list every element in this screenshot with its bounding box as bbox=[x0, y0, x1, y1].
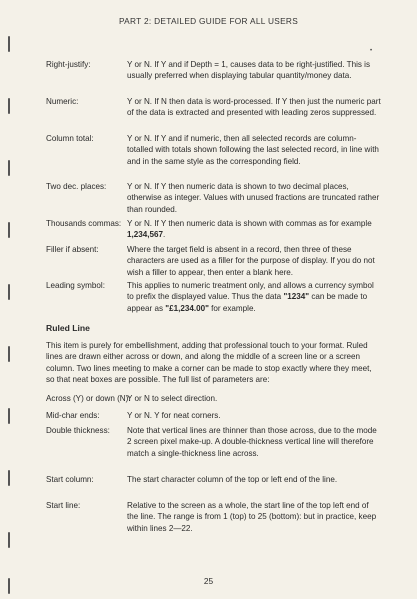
parameter-term: Double thickness: bbox=[46, 426, 110, 435]
parameter-start-line bbox=[46, 500, 382, 534]
desc-text: Y or N. If Y then numeric data is shown with commas as for example bbox=[127, 219, 372, 228]
parameter-term: Start line: bbox=[46, 501, 81, 510]
definition-desc: Y or N. If Y then numeric data is shown to two decimal places, otherwise as integer. Values with unused fractions are truncated rather than rounded. bbox=[127, 182, 380, 214]
definition-desc bbox=[127, 218, 382, 241]
parameter-term: Start column: bbox=[46, 475, 94, 484]
example-value: "£1,234.00" bbox=[165, 303, 209, 313]
definition-term: Column total: bbox=[46, 134, 94, 143]
desc-text: . bbox=[163, 230, 166, 240]
parameter-desc: Relative to the screen as a whole, the start line of the top left end of the line. The range is from 1 (top) to 25 (bottom): but in practice, keep within lines 2—22. bbox=[127, 501, 377, 533]
parameter-term: Across (Y) or down (N): bbox=[46, 394, 131, 403]
section-paragraph: This item is purely for embellishment, adding that professional touch to your format. Ruled lines are drawn either across or down, and along the middle of a screen line or a screen column. Two lines meeting to make a corner can be made to stop exactly where they meet, so that neat boxes are possible. The full list of parameters are: bbox=[46, 341, 372, 385]
page-header: PART 2: DETAILED GUIDE FOR ALL USERS bbox=[118, 16, 299, 26]
corner-mark: • bbox=[370, 48, 373, 54]
parameter-double-thickness bbox=[46, 425, 382, 459]
definition-desc: Y or N. If Y and if Depth = 1, causes data to be right-justified. This is usually preferred when displaying tabular quantity/money data. bbox=[127, 60, 371, 81]
definition-leading-symbol bbox=[46, 280, 382, 314]
definition-term: Thousands commas: bbox=[46, 219, 122, 228]
example-value: "1234" bbox=[283, 292, 310, 302]
parameter-desc: Y or N to select direction. bbox=[127, 394, 218, 403]
definition-column-total bbox=[46, 133, 382, 167]
definition-term: Two dec. places: bbox=[46, 182, 107, 191]
page-number: 25 bbox=[203, 576, 214, 586]
definition-desc: Where the target field is absent in a record, then three of these characters are used as a filler for the purpose of display. If you do not wish a filler to appear, then enter a blank here. bbox=[127, 245, 375, 277]
desc-text: can be made to appear as bbox=[127, 292, 368, 313]
example-value: 1,234,567 bbox=[127, 230, 164, 240]
parameter-term: Mid-char ends: bbox=[46, 411, 100, 420]
definition-desc: Y or N. If Y and if numeric, then all selected records are column-totalled with totals shown following the last selected record, in line with and in the same style as the corresponding field. bbox=[127, 134, 379, 166]
parameter-across-down bbox=[46, 393, 382, 404]
definition-two-dec-places bbox=[46, 181, 382, 215]
parameter-desc: Y or N. Y for neat corners. bbox=[127, 411, 221, 420]
definition-term: Right-justify: bbox=[46, 60, 91, 69]
definition-term: Filler if absent: bbox=[46, 245, 99, 254]
definition-filler-if-absent bbox=[46, 244, 382, 278]
parameter-desc: Note that vertical lines are thinner than those across, due to the mode 2 screen pixel make-up. A double-thickness vertical line will therefore match a single-thickness line across. bbox=[127, 426, 377, 458]
section-heading: Ruled Line bbox=[46, 323, 90, 333]
definition-term: Leading symbol: bbox=[46, 281, 105, 290]
binding-holes bbox=[0, 0, 18, 599]
definition-desc bbox=[127, 280, 382, 314]
definition-thousands-commas bbox=[46, 218, 382, 241]
definition-term: Numeric: bbox=[46, 97, 79, 106]
desc-text: This applies to numeric treatment only, and allows a currency symbol to prefix the displayed value. Thus the data bbox=[127, 281, 374, 302]
parameter-start-column bbox=[46, 474, 382, 485]
parameter-mid-char-ends bbox=[46, 410, 382, 421]
desc-text: for example. bbox=[208, 303, 256, 313]
definition-numeric bbox=[46, 96, 382, 119]
definition-right-justify bbox=[46, 59, 382, 82]
parameter-desc: The start character column of the top or left end of the line. bbox=[127, 475, 338, 484]
definition-desc: Y or N. If N then data is word-processed. If Y then just the numeric part of the data is extracted and presented with leading zeros suppressed. bbox=[127, 97, 381, 118]
